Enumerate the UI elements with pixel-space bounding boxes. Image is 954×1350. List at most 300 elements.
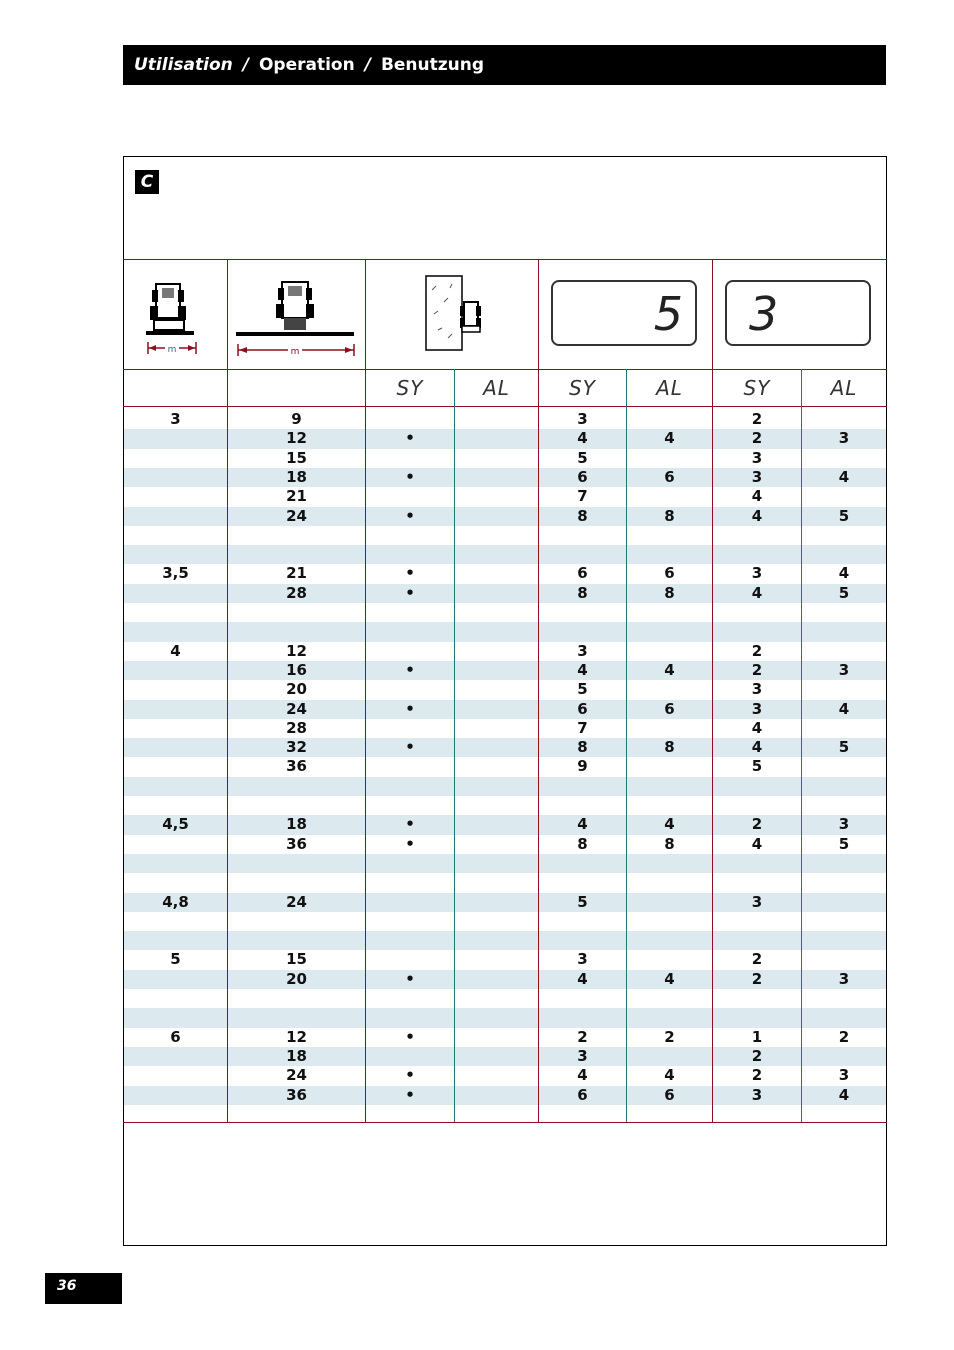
- sy-mark-cell: •: [405, 660, 415, 679]
- al-value-cell: 8: [664, 738, 675, 757]
- tramline-width-cell: 36: [286, 834, 307, 853]
- sy-value-cell: 9: [577, 757, 588, 776]
- sy-mark-cell: •: [405, 467, 415, 486]
- sy-value-cell: 7: [577, 718, 588, 737]
- implement-width-cell: [124, 796, 227, 815]
- implement-width-cell: [124, 603, 227, 622]
- al-value-cell: 3: [838, 429, 850, 448]
- sy-value-cell: 3: [577, 410, 588, 428]
- sy-value-cell: [539, 1105, 626, 1124]
- implement-width-cell: [124, 680, 227, 699]
- implement-width-cell: [124, 661, 227, 680]
- implement-width-cell: [124, 912, 227, 931]
- sy-value-cell: 3: [577, 950, 588, 969]
- al-value-cell: [627, 912, 712, 931]
- sy-mark-cell: [366, 545, 454, 564]
- sy-value-cell: 8: [577, 834, 588, 853]
- sy-mark-cell: [366, 449, 454, 468]
- tramline-width-cell: 24: [286, 892, 307, 911]
- sy-value-cell: 8: [577, 506, 588, 525]
- implement-width-cell: 6: [170, 1027, 181, 1046]
- al-value-cell: [802, 950, 886, 969]
- implement-width-cell: [124, 738, 227, 757]
- tramline-width-cell: 9: [291, 410, 302, 428]
- sy-value-cell: 3: [751, 564, 763, 583]
- sy-value-cell: 5: [751, 757, 763, 776]
- subheader-al: AL: [483, 376, 510, 400]
- al-mark-cell: [455, 777, 538, 796]
- tramline-width-cell: [228, 931, 365, 950]
- sy-value-cell: 2: [751, 969, 763, 988]
- al-value-cell: 4: [664, 660, 675, 679]
- sy-mark-cell: •: [405, 834, 415, 853]
- implement-width-cell: 3,5: [162, 564, 189, 583]
- sy-value-cell: 2: [751, 410, 763, 428]
- sy-value-cell: 4: [751, 718, 763, 737]
- tramline-width-cell: 16: [286, 660, 307, 679]
- tramline-width-cell: 21: [286, 564, 307, 583]
- implement-width-cell: [124, 1105, 227, 1124]
- al-value-cell: [627, 642, 712, 661]
- implement-width-cell: [124, 622, 227, 641]
- sy-value-cell: 4: [751, 506, 763, 525]
- al-mark-cell: [455, 757, 538, 776]
- implement-width-cell: [124, 468, 227, 487]
- implement-width-cell: [124, 487, 227, 506]
- sy-mark-cell: [366, 777, 454, 796]
- display-value-1: 5: [653, 287, 683, 341]
- tramline-width-unit: m: [290, 347, 300, 357]
- sy-value-cell: [713, 603, 801, 622]
- al-value-cell: [802, 912, 886, 931]
- sy-value-cell: 8: [577, 583, 588, 602]
- implement-width-cell: 4: [170, 641, 181, 660]
- sy-mark-cell: [366, 1047, 454, 1066]
- al-value-cell: [627, 526, 712, 545]
- al-mark-cell: [455, 603, 538, 622]
- sy-mark-cell: [366, 796, 454, 815]
- al-mark-cell: [455, 410, 538, 429]
- al-mark-cell: [455, 468, 538, 487]
- tramline-width-cell: [228, 1008, 365, 1027]
- sy-mark-cell: [366, 622, 454, 641]
- al-value-cell: [802, 642, 886, 661]
- al-value-cell: 3: [838, 660, 850, 679]
- sy-mark-cell: [366, 719, 454, 738]
- sy-mark-cell: [366, 757, 454, 776]
- al-mark-cell: [455, 526, 538, 545]
- al-mark-cell: [455, 1047, 538, 1066]
- al-value-cell: [627, 1105, 712, 1124]
- sy-value-cell: 2: [751, 950, 763, 969]
- sy-mark-cell: [366, 526, 454, 545]
- sy-value-cell: [539, 622, 626, 641]
- al-mark-cell: [455, 893, 538, 912]
- sy-value-cell: 3: [751, 1085, 763, 1104]
- al-mark-cell: [455, 912, 538, 931]
- sy-value-cell: 3: [751, 699, 763, 718]
- sy-value-cell: 6: [577, 564, 588, 583]
- al-value-cell: 4: [664, 429, 675, 448]
- tramline-width-cell: [228, 777, 365, 796]
- implement-width-unit: m: [167, 345, 177, 355]
- al-mark-cell: [455, 487, 538, 506]
- al-value-cell: [802, 1008, 886, 1027]
- sy-value-cell: 4: [577, 429, 588, 448]
- tramline-width-cell: 18: [286, 815, 307, 834]
- sy-mark-cell: [366, 873, 454, 892]
- implement-width-cell: [124, 545, 227, 564]
- sy-mark-cell: [366, 854, 454, 873]
- al-mark-cell: [455, 584, 538, 603]
- sy-value-cell: 6: [577, 699, 588, 718]
- al-value-cell: 4: [838, 699, 850, 718]
- sy-value-cell: [539, 912, 626, 931]
- sy-mark-cell: [366, 989, 454, 1008]
- sy-mark-cell: [366, 487, 454, 506]
- al-value-cell: 5: [838, 583, 850, 602]
- al-value-cell: [802, 410, 886, 429]
- sy-value-cell: [713, 912, 801, 931]
- al-mark-cell: [455, 989, 538, 1008]
- implement-width-cell: 4,5: [162, 815, 189, 834]
- al-mark-cell: [455, 1066, 538, 1085]
- sy-value-cell: [713, 526, 801, 545]
- sy-mark-cell: •: [405, 699, 415, 718]
- al-value-cell: [627, 487, 712, 506]
- tramline-width-cell: 28: [286, 718, 307, 737]
- implement-width-cell: [124, 777, 227, 796]
- sy-mark-cell: •: [405, 1027, 415, 1046]
- sy-value-cell: [539, 1008, 626, 1027]
- al-value-cell: [802, 777, 886, 796]
- implement-width-cell: [124, 449, 227, 468]
- al-mark-cell: [455, 545, 538, 564]
- implement-width-cell: [124, 873, 227, 892]
- al-value-cell: [627, 989, 712, 1008]
- tramline-width-cell: [228, 545, 365, 564]
- al-value-cell: [627, 545, 712, 564]
- implement-width-cell: [124, 970, 227, 989]
- implement-width-cell: [124, 526, 227, 545]
- sy-value-cell: 4: [577, 660, 588, 679]
- al-value-cell: [802, 931, 886, 950]
- al-mark-cell: [455, 815, 538, 834]
- al-value-cell: [802, 487, 886, 506]
- display-readout-1: [551, 280, 697, 346]
- sy-mark-cell: [366, 931, 454, 950]
- al-mark-cell: [455, 507, 538, 526]
- sy-mark-cell: [366, 950, 454, 969]
- al-value-cell: [627, 1047, 712, 1066]
- al-mark-cell: [455, 873, 538, 892]
- tramline-width-cell: 32: [286, 738, 307, 757]
- al-value-cell: 4: [664, 815, 675, 834]
- sy-value-cell: 2: [751, 1066, 763, 1085]
- sy-value-cell: [713, 854, 801, 873]
- sy-mark-cell: •: [405, 1085, 415, 1104]
- sy-mark-cell: [366, 1008, 454, 1027]
- sy-value-cell: [539, 873, 626, 892]
- al-value-cell: 2: [838, 1027, 850, 1046]
- header-title-en: Operation: [258, 55, 355, 75]
- subheader-al: AL: [830, 376, 858, 400]
- sy-value-cell: 4: [751, 738, 763, 757]
- sy-mark-cell: •: [405, 583, 415, 602]
- al-value-cell: [627, 893, 712, 912]
- sy-value-cell: 5: [577, 892, 588, 911]
- tramline-width-cell: 21: [286, 487, 307, 506]
- sy-value-cell: 3: [577, 641, 588, 660]
- tramline-width-cell: [228, 854, 365, 873]
- al-mark-cell: [455, 970, 538, 989]
- sy-value-cell: [713, 622, 801, 641]
- sy-mark-cell: •: [405, 738, 415, 757]
- al-value-cell: [802, 893, 886, 912]
- sy-value-cell: [713, 931, 801, 950]
- al-value-cell: 3: [838, 969, 850, 988]
- al-value-cell: 8: [664, 834, 675, 853]
- sy-value-cell: [713, 777, 801, 796]
- sy-mark-cell: •: [405, 969, 415, 988]
- tramline-width-cell: 18: [286, 1046, 307, 1065]
- al-value-cell: [627, 410, 712, 429]
- tractor-implement-width-icon: [140, 276, 206, 360]
- tramline-width-cell: [228, 912, 365, 931]
- al-value-cell: 4: [838, 564, 850, 583]
- al-mark-cell: [455, 449, 538, 468]
- implement-width-cell: [124, 507, 227, 526]
- implement-width-cell: [124, 931, 227, 950]
- sy-value-cell: 2: [751, 660, 763, 679]
- al-value-cell: 8: [664, 583, 675, 602]
- al-mark-cell: [455, 854, 538, 873]
- al-mark-cell: [455, 796, 538, 815]
- al-mark-cell: [455, 835, 538, 854]
- page-header: [123, 45, 886, 85]
- al-value-cell: [802, 757, 886, 776]
- sy-value-cell: 2: [577, 1027, 588, 1046]
- subheader-sy: SY: [743, 376, 771, 400]
- sy-value-cell: 7: [577, 487, 588, 506]
- header-top-line: [123, 259, 887, 260]
- al-mark-cell: [455, 661, 538, 680]
- sy-value-cell: 2: [751, 641, 763, 660]
- sy-mark-cell: [366, 1105, 454, 1124]
- sy-value-cell: [713, 1008, 801, 1027]
- al-value-cell: [802, 854, 886, 873]
- al-mark-cell: [455, 719, 538, 738]
- al-mark-cell: [455, 429, 538, 448]
- al-mark-cell: [455, 1086, 538, 1105]
- al-mark-cell: [455, 931, 538, 950]
- al-mark-cell: [455, 564, 538, 583]
- sy-value-cell: 6: [577, 1085, 588, 1104]
- al-value-cell: [627, 931, 712, 950]
- section-badge: C: [135, 170, 159, 194]
- al-value-cell: [802, 1047, 886, 1066]
- implement-width-cell: 4,8: [162, 892, 189, 911]
- al-value-cell: [627, 873, 712, 892]
- tramline-width-cell: [228, 622, 365, 641]
- sy-value-cell: 1: [751, 1027, 763, 1046]
- sy-value-cell: [713, 1105, 801, 1124]
- sy-mark-cell: •: [405, 815, 415, 834]
- al-mark-cell: [455, 680, 538, 699]
- tramline-width-cell: [228, 989, 365, 1008]
- tramline-width-cell: 24: [286, 699, 307, 718]
- sy-value-cell: 3: [751, 680, 763, 699]
- al-value-cell: 4: [838, 467, 850, 486]
- subheader-al: AL: [656, 376, 683, 400]
- tramline-width-cell: 12: [286, 429, 307, 448]
- al-value-cell: [627, 777, 712, 796]
- subheader-sy: SY: [396, 376, 424, 400]
- sy-value-cell: 4: [577, 815, 588, 834]
- header-separator: /: [242, 55, 249, 75]
- al-value-cell: [802, 796, 886, 815]
- sy-value-cell: [713, 545, 801, 564]
- sy-mark-cell: •: [405, 1066, 415, 1085]
- implement-width-cell: [124, 700, 227, 719]
- tramline-width-cell: 12: [286, 641, 307, 660]
- al-value-cell: [627, 854, 712, 873]
- sy-value-cell: 3: [751, 892, 763, 911]
- header-title-fr: Utilisation: [134, 55, 233, 75]
- al-value-cell: 6: [664, 699, 675, 718]
- implement-width-cell: [124, 835, 227, 854]
- al-value-cell: [802, 1105, 886, 1124]
- header-separator: /: [364, 55, 371, 75]
- al-value-cell: 4: [664, 1066, 675, 1085]
- tramline-width-cell: 24: [286, 1066, 307, 1085]
- implement-width-cell: 5: [170, 950, 181, 969]
- implement-width-cell: [124, 1047, 227, 1066]
- sy-value-cell: 4: [751, 487, 763, 506]
- tramline-width-cell: 20: [286, 680, 307, 699]
- tramline-width-cell: 36: [286, 1085, 307, 1104]
- tramline-width-cell: 12: [286, 1027, 307, 1046]
- al-value-cell: [802, 526, 886, 545]
- al-value-cell: 5: [838, 738, 850, 757]
- tramline-width-cell: 18: [286, 467, 307, 486]
- al-mark-cell: [455, 738, 538, 757]
- al-value-cell: [802, 680, 886, 699]
- al-value-cell: 3: [838, 815, 850, 834]
- al-value-cell: [627, 796, 712, 815]
- implement-width-cell: 3: [170, 410, 181, 428]
- sy-value-cell: 8: [577, 738, 588, 757]
- sy-value-cell: 2: [751, 815, 763, 834]
- implement-width-cell: [124, 1066, 227, 1085]
- sy-mark-cell: [366, 642, 454, 661]
- sy-value-cell: [713, 989, 801, 1008]
- al-value-cell: [627, 950, 712, 969]
- al-mark-cell: [455, 642, 538, 661]
- sy-value-cell: [539, 526, 626, 545]
- tramline-width-cell: [228, 603, 365, 622]
- sy-value-cell: [539, 989, 626, 1008]
- al-value-cell: 5: [838, 506, 850, 525]
- tramline-width-cell: 15: [286, 950, 307, 969]
- tramline-width-cell: [228, 526, 365, 545]
- sy-mark-cell: [366, 680, 454, 699]
- tramline-width-cell: 15: [286, 448, 307, 467]
- al-value-cell: [802, 719, 886, 738]
- sy-value-cell: 2: [751, 429, 763, 448]
- sy-mark-cell: •: [405, 564, 415, 583]
- subheader-sy: SY: [569, 376, 596, 400]
- sy-value-cell: 5: [577, 680, 588, 699]
- sy-mark-cell: [366, 603, 454, 622]
- sy-value-cell: 5: [577, 448, 588, 467]
- al-mark-cell: [455, 1028, 538, 1047]
- page-number: 36: [45, 1273, 122, 1304]
- implement-width-cell: [124, 757, 227, 776]
- al-value-cell: [627, 757, 712, 776]
- header-title-de: Benutzung: [380, 55, 485, 75]
- sy-value-cell: 4: [577, 1066, 588, 1085]
- al-value-cell: 6: [664, 467, 675, 486]
- sy-value-cell: 4: [577, 969, 588, 988]
- sy-mark-cell: •: [405, 506, 415, 525]
- al-mark-cell: [455, 1008, 538, 1027]
- al-value-cell: 5: [838, 834, 850, 853]
- implement-width-cell: [124, 719, 227, 738]
- al-value-cell: [802, 622, 886, 641]
- al-value-cell: [627, 603, 712, 622]
- al-value-cell: 2: [664, 1027, 675, 1046]
- display-value-2: 3: [749, 287, 779, 341]
- al-value-cell: 4: [838, 1085, 850, 1104]
- sy-value-cell: 6: [577, 467, 588, 486]
- al-value-cell: [627, 449, 712, 468]
- sy-mark-cell: [366, 893, 454, 912]
- al-value-cell: 6: [664, 1085, 675, 1104]
- sy-mark-cell: [366, 912, 454, 931]
- al-value-cell: [802, 603, 886, 622]
- al-value-cell: [627, 1008, 712, 1027]
- field-tractor-icon: [424, 274, 484, 352]
- tramline-width-cell: 24: [286, 506, 307, 525]
- tramline-width-cell: [228, 796, 365, 815]
- al-value-cell: [802, 449, 886, 468]
- al-value-cell: [802, 545, 886, 564]
- display-readout-2: [725, 280, 871, 346]
- sy-value-cell: 4: [751, 583, 763, 602]
- tramline-width-cell: 36: [286, 757, 307, 776]
- implement-width-cell: [124, 429, 227, 448]
- sy-value-cell: 3: [577, 1046, 588, 1065]
- implement-width-cell: [124, 584, 227, 603]
- al-value-cell: 3: [838, 1066, 850, 1085]
- al-value-cell: 8: [664, 506, 675, 525]
- sy-value-cell: [539, 931, 626, 950]
- al-value-cell: [627, 719, 712, 738]
- sy-value-cell: [539, 603, 626, 622]
- implement-width-cell: [124, 1008, 227, 1027]
- sy-value-cell: 4: [751, 834, 763, 853]
- al-mark-cell: [455, 700, 538, 719]
- al-value-cell: [802, 989, 886, 1008]
- sy-mark-cell: [366, 410, 454, 429]
- sy-value-cell: [713, 873, 801, 892]
- tractor-tramline-width-icon: [234, 274, 358, 360]
- al-mark-cell: [455, 1105, 538, 1124]
- tramline-width-cell: 28: [286, 583, 307, 602]
- al-value-cell: 4: [664, 969, 675, 988]
- al-mark-cell: [455, 622, 538, 641]
